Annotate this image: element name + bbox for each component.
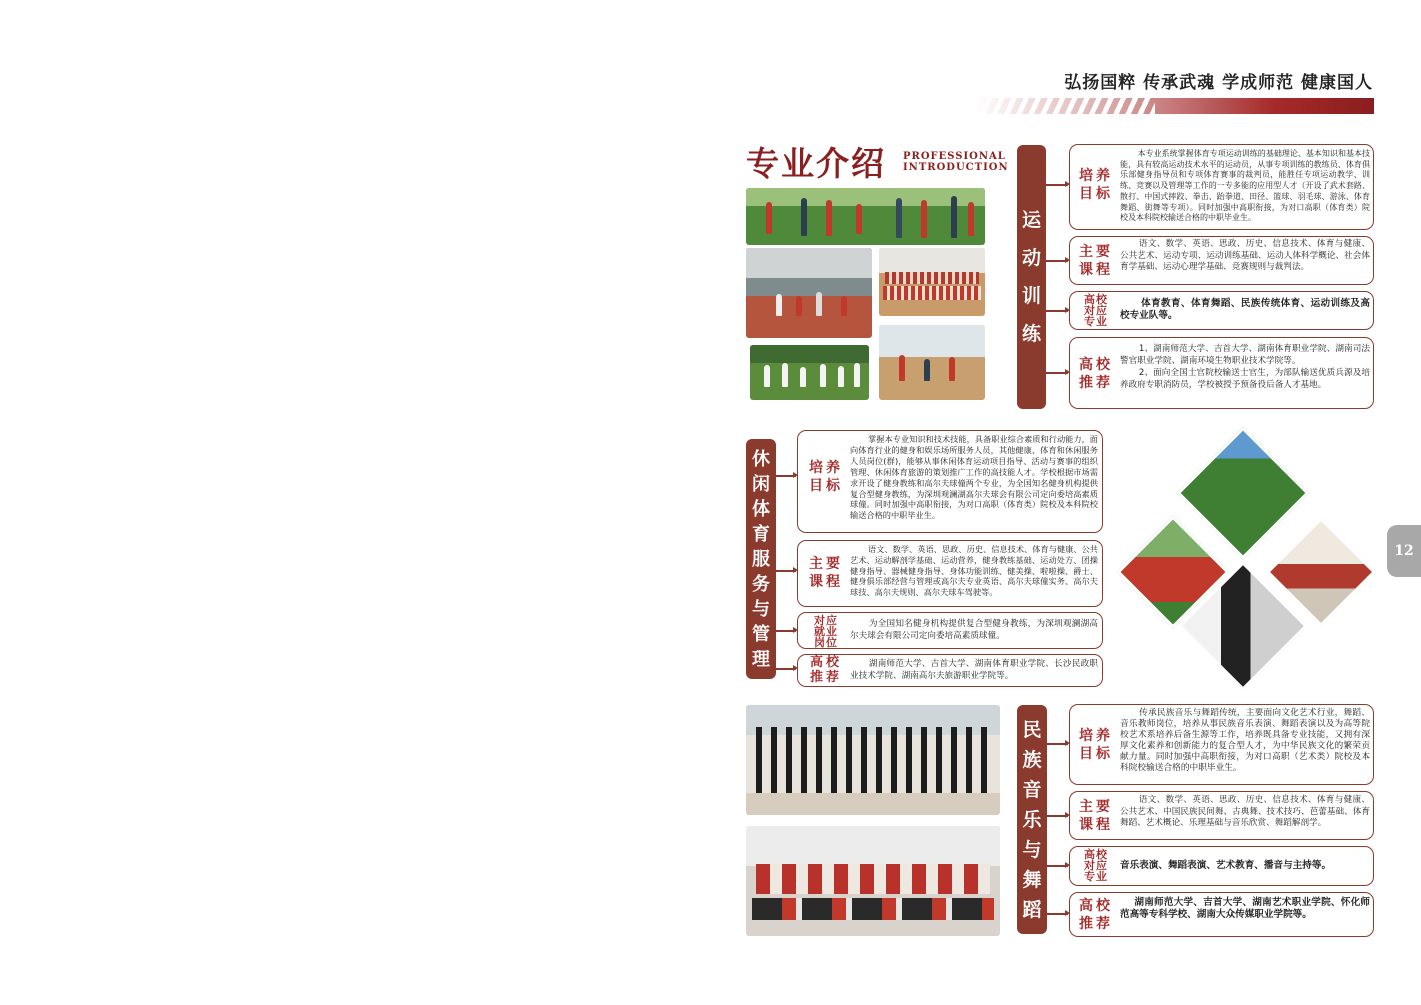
photo-martial-arts-field: [746, 188, 985, 245]
leisure-recommend-text: 湖南师范大学、吉首大学、湖南体育职业学院、长沙民政职业技术学院、湖南高尔夫旅游职业学院等。: [850, 659, 1098, 681]
connector: [776, 630, 796, 632]
sports-recommend-box: [1069, 337, 1374, 409]
header-stripes: [975, 98, 1155, 114]
music-recommend-label: 高校 推荐: [1079, 898, 1113, 932]
sports-goal-box: [1069, 144, 1374, 230]
music-course-text: 语文、数学、英语、思政、历史、信息技术、体育与健康、公共艺术、中国民族民间舞、古典舞、技术技巧、芭蕾基础、体育舞蹈、艺术概论、乐理基础与音乐欣赏、舞蹈解剖学。: [1120, 795, 1370, 829]
slogan: 弘扬国粹 传承武魂 学成师范 健康国人: [1064, 73, 1373, 93]
connector: [1046, 372, 1068, 374]
connector: [1047, 913, 1068, 915]
connector: [1047, 743, 1068, 745]
leisure-course-text: 语文、数学、英语、思政、历史、信息技术、体育与健康、公共艺术、运动解剖学基础、运动营养，健身教练基础、运动处方、团操健身指导、器械健身指导、身体功能训练、健美操、啦啦操、爵士、健身俱乐部经营与管理或高尔夫专业英语、高尔夫球僮实务、高尔夫球技、高尔夫规则、高尔夫球车驾驶等。: [850, 544, 1098, 598]
connector: [776, 668, 796, 670]
music-course-box: [1069, 791, 1374, 840]
photo-taichi-outdoor: [750, 345, 869, 400]
sports-recommend-text-1: 1、湖南师范大学、吉首大学、湖南体育职业学院、湖南司法警官职业学院、湖南环境生物职业技术学院等。: [1120, 344, 1370, 366]
leisure-goal-box: [797, 430, 1103, 533]
connector: [1046, 184, 1068, 186]
sports-recommend-label: 高校 推荐: [1079, 357, 1113, 391]
sports-goal-text: 本专业系统掌握体育专项运动训练的基础理论、基本知识和基本技能，具有较高运动技术水平的运动员，从事专项训练的教练员、体育俱乐部健身指导员和专项体育赛事的裁判员，能胜任专项运动教学、训练、竞赛以及管理等工作的一专多能的应用型人才（开设了武术套路、散打、中国式摔跤、拳击、跆拳道、田径、篮球、羽毛球、游泳、体育舞蹈、街舞等专项）。同时加强中高职衔接，为对口高职（体育类）院校及本科院校输送合格的中职毕业生。: [1120, 149, 1370, 223]
section-bar-sports-training: [1017, 145, 1046, 409]
sports-char-2: 动: [1021, 247, 1041, 269]
sports-match-box: [1069, 291, 1374, 330]
sports-recommend-text-2: 2、面向全国士官院校输送士官生，为部队输送优质兵源及培养政府专职消防员，学校被授予预备役后备人才基地。: [1120, 368, 1370, 390]
page-title: 专业介绍: [746, 144, 886, 183]
music-goal-text: 传承民族音乐与舞蹈传统，主要面向文化艺术行业，舞蹈、音乐教师岗位，培养从事民族音乐表演、舞蹈表演以及为高等院校艺术系培养后备生源等工作，培养既具备专业技能，又拥有深厚文化素养和创新能力的复合型人才，为中华民族文化的繁荣贡献力量。同时加强中高职衔接，为对口高职（艺术类）院校及本科院校输送合格的中职毕业生。: [1120, 708, 1370, 773]
music-recommend-text: 湖南师范大学、吉首大学、湖南艺术职业学院、怀化师范高等专科学校、湖南大众传媒职业学院等。: [1120, 897, 1370, 920]
music-match-text: 音乐表演、舞蹈表演、艺术教育、播音与主持等。: [1120, 860, 1332, 871]
connector: [1046, 310, 1068, 312]
music-goal-box: [1069, 704, 1374, 785]
leisure-recommend-label: 高校 推荐: [809, 655, 842, 685]
sports-course-box: [1069, 236, 1374, 285]
music-goal-label: 培养 目标: [1079, 728, 1113, 762]
sports-match-label: 高校 对应 专业: [1084, 293, 1108, 328]
music-match-label: 高校 对应 专业: [1084, 848, 1108, 883]
leisure-goal-label: 培养 目标: [809, 460, 843, 494]
music-course-label: 主要 课程: [1079, 799, 1113, 833]
connector: [776, 475, 796, 477]
leisure-job-text: 为全国知名健身机构提供复合型健身教练，为深圳观澜湖高尔夫球会有限公司定向委培高素质球僮。: [850, 619, 1098, 641]
leisure-course-box: [797, 540, 1103, 607]
leisure-recommend-box: [797, 654, 1103, 687]
subtitle-line-2: INTRODUCTION: [903, 162, 1009, 173]
page-subtitle: [903, 151, 1009, 173]
photo-dance-class: [746, 705, 1000, 815]
photo-track-running: [746, 248, 872, 338]
music-match-box: [1069, 846, 1374, 886]
photo-keyboard-class: [746, 826, 1000, 936]
sports-char-4: 练: [1021, 323, 1041, 345]
leisure-course-label: 主要 课程: [809, 556, 843, 590]
leisure-goal-text: 掌握本专业知识和技术技能，具备职业综合素质和行动能力，面向体育行业的健身和娱乐场所服务人员，其他健康、体育和休闲服务人员岗位(群)，能够从事休闲体育运动项目指导、活动与赛事的组织管理、休闲体育旅游的策划推广工作的高技能人才。学校根据市场需求开设了健身教练和高尔夫球僮两个专业，为全国知名健身机构提供复合型健身教练，为深圳观澜湖高尔夫球会有限公司定向委培高素质球僮。同时加强中高职衔接，为对口高职（体育类）院校及本科院校输送合格的中职毕业生。: [850, 434, 1098, 521]
connector: [1047, 865, 1068, 867]
connector: [776, 570, 796, 572]
connector: [1046, 260, 1068, 262]
subtitle-line-1: PROFESSIONAL: [903, 151, 1006, 162]
photo-indoor-training: [879, 325, 985, 400]
section-bar-leisure-sports: 休 闲 体 育 服 务 与 管 理: [746, 439, 776, 679]
section-bar-folk-music-dance: 民 族 音 乐 与 舞 蹈: [1017, 705, 1047, 934]
sports-course-label: 主要 课程: [1079, 244, 1113, 278]
sports-goal-label: 培养 目标: [1079, 168, 1113, 202]
page-number-tab: 12: [1387, 525, 1421, 577]
sports-match-text: 体育教育、体育舞蹈、民族传统体育、运动训练及高校专业队等。: [1120, 298, 1370, 321]
music-recommend-box: [1069, 892, 1374, 937]
connector: [1047, 815, 1068, 817]
sports-char-1: 运: [1021, 209, 1041, 231]
sports-char-3: 训: [1021, 285, 1041, 307]
leisure-job-box: [797, 612, 1103, 649]
leisure-job-label: 对应 就业 岗位: [814, 614, 838, 649]
photo-gym-group: [879, 248, 985, 316]
sports-course-text: 语文、数学、英语、思政、历史、信息技术、体育与健康、公共艺术、运动专项、运动训练基础、运动人体科学概论、社会体育学基础、运动心理学基础、竞赛规则与裁判法。: [1120, 239, 1370, 273]
